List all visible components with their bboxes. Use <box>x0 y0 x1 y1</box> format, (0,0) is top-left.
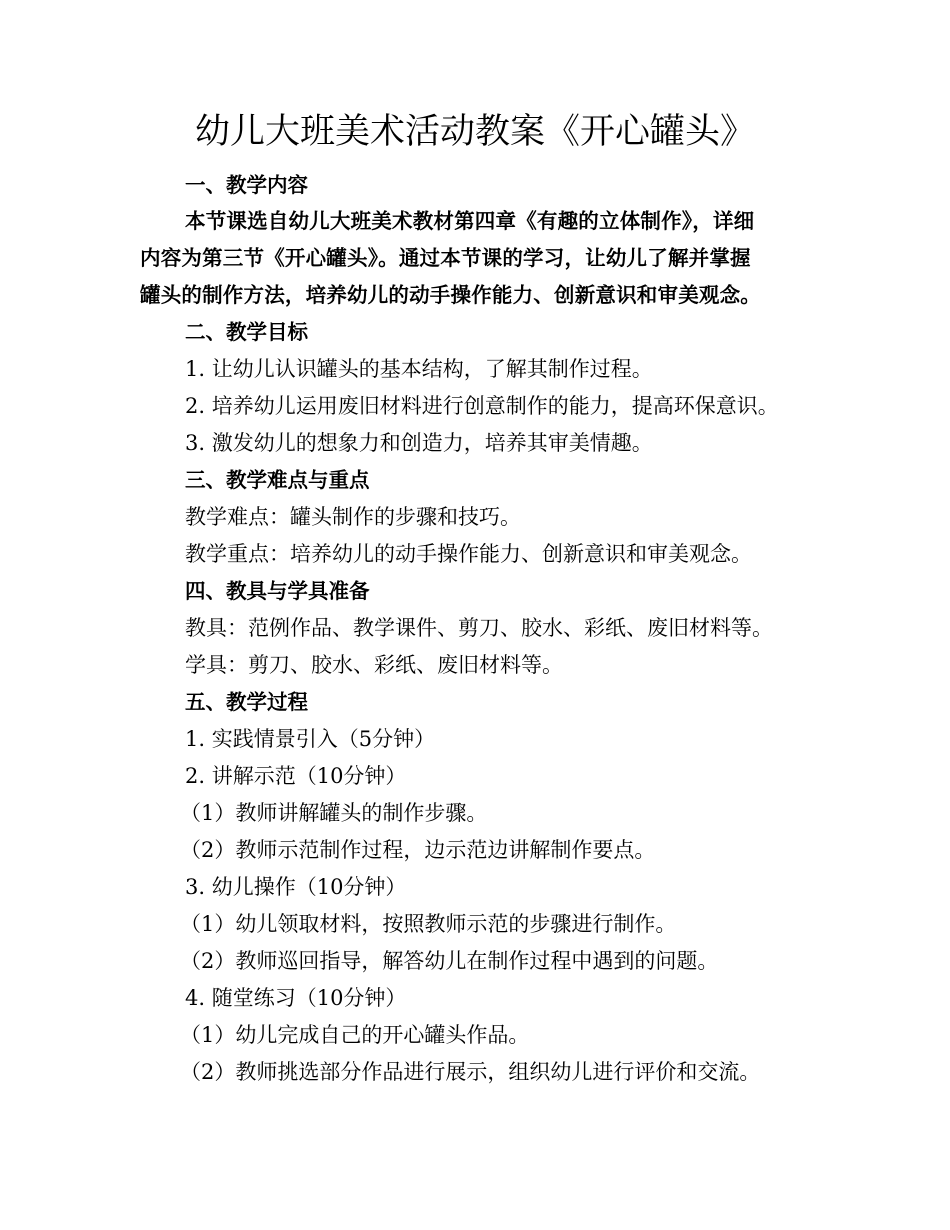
process-step-2-sub-2: （2）教师示范制作过程，边示范边讲解制作要点。 <box>180 838 656 862</box>
process-step-3-sub-2: （2）教师巡回指导，解答幼儿在制作过程中遇到的问题。 <box>180 949 719 973</box>
process-step-3-sub-1: （1）幼儿领取材料，按照教师示范的步骤进行制作。 <box>180 912 677 936</box>
process-step-1: 1. 实践情景引入（5分钟） <box>185 727 436 751</box>
process-step-3: 3. 幼儿操作（10分钟） <box>185 875 407 899</box>
teaching-aids-item: 教具：范例作品、教学课件、剪刀、胶水、彩纸、废旧材料等。 <box>185 616 773 640</box>
content-paragraph-line-1: 本节课选自幼儿大班美术教材第四章《有趣的立体制作》，详细 <box>185 209 755 233</box>
section-heading-materials: 四、教具与学具准备 <box>185 579 370 603</box>
process-step-2-sub-1: （1）教师讲解罐头的制作步骤。 <box>180 801 488 825</box>
section-heading-goals: 二、教学目标 <box>185 320 308 344</box>
process-step-4-sub-2: （2）教师挑选部分作品进行展示，组织幼儿进行评价和交流。 <box>180 1060 761 1084</box>
key-point-item: 教学重点：培养幼儿的动手操作能力、创新意识和审美观念。 <box>185 542 752 566</box>
section-heading-difficulties: 三、教学难点与重点 <box>185 468 370 492</box>
goal-item-1: 1. 让幼儿认识罐头的基本结构，了解其制作过程。 <box>185 357 653 381</box>
content-paragraph-line-2: 内容为第三节《开心罐头》。通过本节课的学习，让幼儿了解并掌握 <box>140 246 751 270</box>
learning-tools-item: 学具：剪刀、胶水、彩纸、废旧材料等。 <box>185 653 563 677</box>
process-step-4-sub-1: （1）幼儿完成自己的开心罐头作品。 <box>180 1023 530 1047</box>
goal-item-2: 2. 培养幼儿运用废旧材料进行创意制作的能力，提高环保意识。 <box>185 394 779 418</box>
document-title: 幼儿大班美术活动教案《开心罐头》 <box>194 112 755 152</box>
section-heading-content: 一、教学内容 <box>185 173 308 197</box>
process-step-4: 4. 随堂练习（10分钟） <box>185 986 407 1010</box>
section-heading-process: 五、教学过程 <box>185 690 308 714</box>
process-step-2: 2. 讲解示范（10分钟） <box>185 764 407 788</box>
goal-item-3: 3. 激发幼儿的想象力和创造力，培养其审美情趣。 <box>185 431 653 455</box>
content-paragraph-line-3: 罐头的制作方法，培养幼儿的动手操作能力、创新意识和审美观念。 <box>140 283 761 307</box>
difficulty-item: 教学难点：罐头制作的步骤和技巧。 <box>185 505 521 529</box>
